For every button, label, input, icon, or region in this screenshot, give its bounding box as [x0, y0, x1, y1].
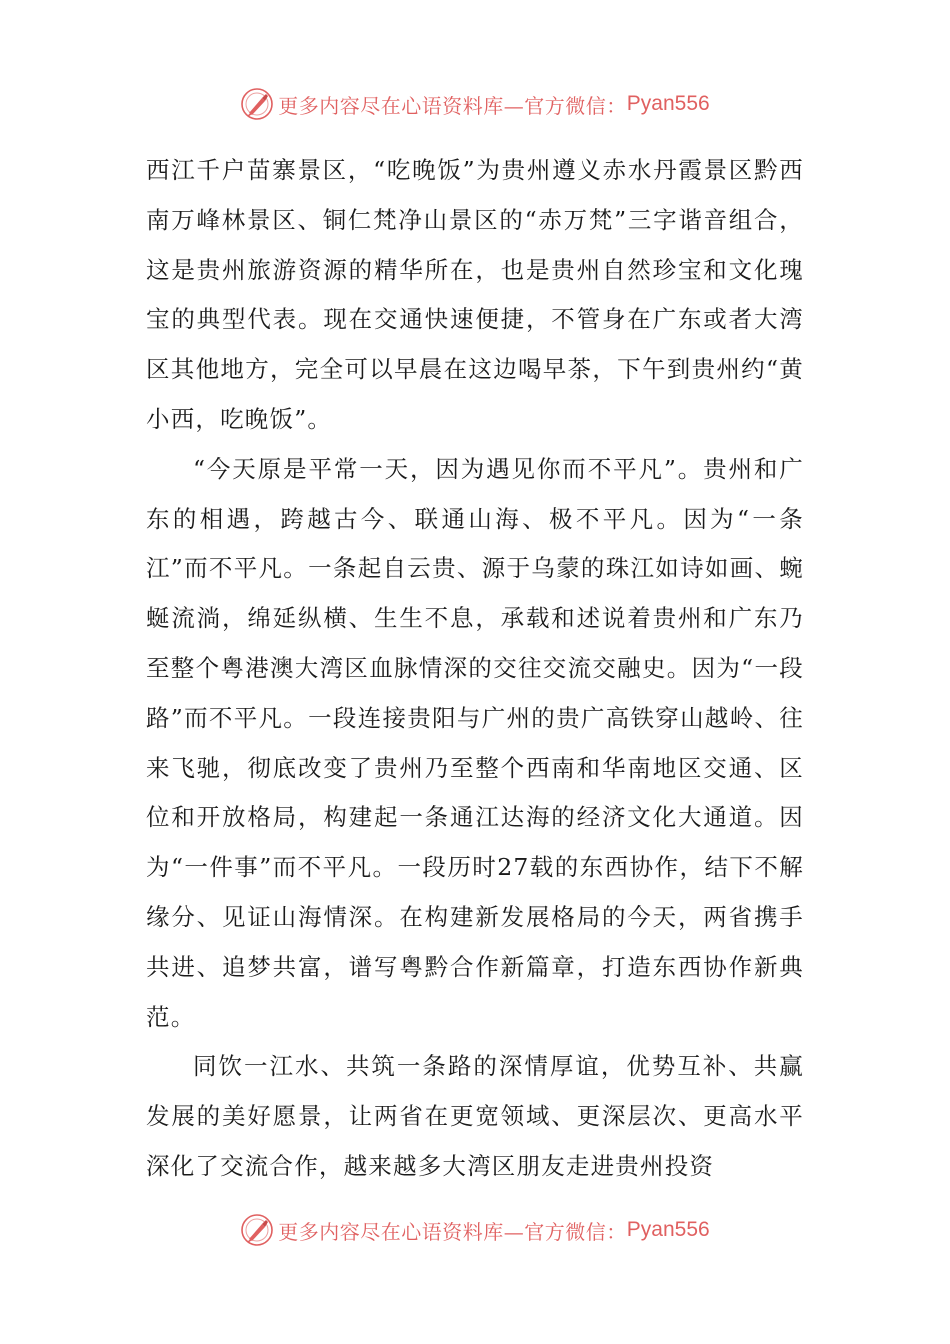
pen-nib-logo-icon — [240, 1213, 274, 1247]
document-body — [146, 146, 804, 1192]
paragraph-2: “今天原是平常一天，因为遇见你而不平凡”。贵州和广东的相遇，跨越古今、联通山海、极不平凡。因为“一条江”而不平凡。一条起自云贵、源于乌蒙的珠江如诗如画、蜿蜒流淌，绵延纵横、生生不息，承载和述说着贵州和广东乃至整个粤港澳大湾区血脉情深的交往交流交融史。因为“一段路”而不平凡。一段连接贵阳与广州的贵广高铁穿山越岭、往来飞驰，彻底改变了贵州乃至整个西南和华南地区交通、区位和开放格局，构建起一条通江达海的经济文化大通道。因为“一件事”而不平凡。一段历时27载的东西协作，结下不解缘分、见证山海情深。在构建新发展格局的今天，两省携手共进、追梦共富，谱写粤黔合作新篇章，打造东西协作新典范。 — [146, 454, 804, 1031]
pen-nib-logo-icon — [240, 87, 274, 121]
header-banner-text: 更多内容尽在心语资料库—官方微信： — [278, 93, 627, 118]
header-banner-id: Pyan556 — [626, 92, 710, 115]
paragraph-3: 同饮一江水、共筑一条路的深情厚谊，优势互补、共赢发展的美好愿景，让两省在更宽领域、更深层次、更高水平深化了交流合作，越来越多大湾区朋友走进贵州投资 — [146, 1052, 804, 1180]
footer-banner-text: 更多内容尽在心语资料库—官方微信： — [278, 1219, 627, 1244]
header-banner — [0, 84, 950, 124]
footer-banner — [0, 1210, 950, 1250]
paragraph-1: 西江千户苗寨景区，“吃晚饭”为贵州遵义赤水丹霞景区黔西南万峰林景区、铜仁梵净山景区的“赤万梵”三字谐音组合，这是贵州旅游资源的精华所在，也是贵州自然珍宝和文化瑰宝的典型代表。现在交通快速便捷，不管身在广东或者大湾区其他地方，完全可以早晨在这边喝早茶，下午到贵州约“黄小西，吃晚饭”。 — [146, 156, 804, 433]
footer-banner-id: Pyan556 — [626, 1218, 710, 1241]
